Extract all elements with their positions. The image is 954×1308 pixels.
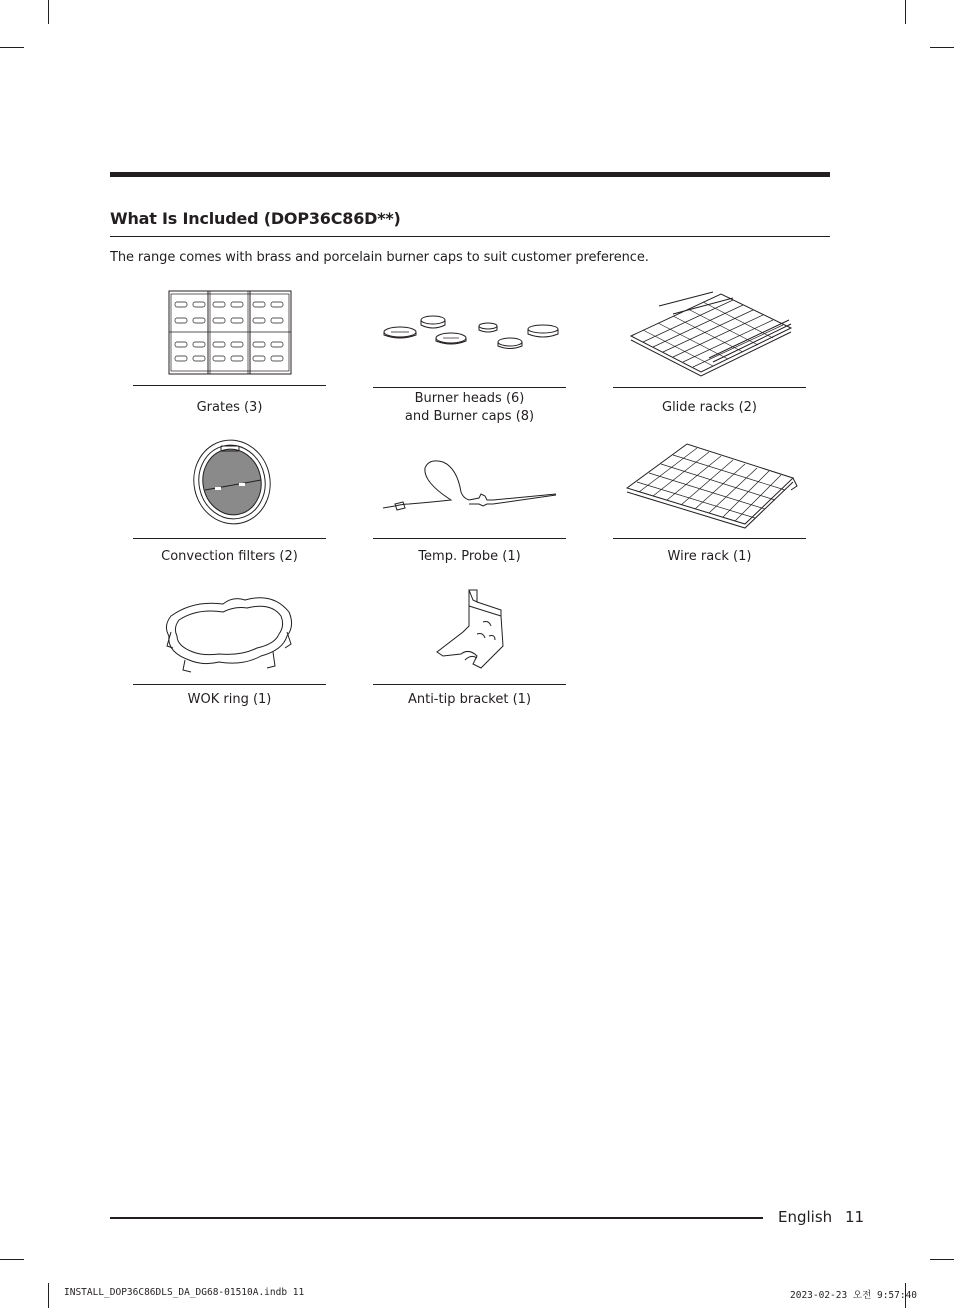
item-divider	[133, 684, 326, 685]
anti-tip-bracket-icon	[373, 586, 566, 678]
caption-line: and Burner caps (8)	[404, 409, 535, 424]
section-top-rule	[110, 172, 830, 177]
caption-line: Temp. Probe (1)	[418, 549, 521, 564]
item-caption	[373, 548, 566, 566]
convection-filter-icon	[133, 438, 326, 530]
caption-line: Wire rack (1)	[667, 549, 752, 564]
item-divider	[133, 385, 326, 386]
crop-mark	[0, 47, 24, 48]
wok-ring-icon	[133, 586, 326, 678]
item-caption	[613, 548, 806, 566]
caption-line: Burner heads (6)	[414, 391, 525, 406]
item-caption	[373, 691, 566, 709]
item-divider	[133, 538, 326, 539]
caption-line: Glide racks (2)	[662, 400, 757, 415]
footer-rule	[110, 1217, 763, 1219]
item-caption	[133, 691, 326, 709]
item-divider	[373, 684, 566, 685]
item-caption	[373, 390, 566, 426]
section-intro: The range comes with brass and porcelain burner caps to suit customer preference.	[110, 250, 649, 265]
print-slug-date: 2023-02-23 오전 9:57:40	[790, 1290, 918, 1301]
item-caption	[133, 548, 326, 566]
page-number: 11	[845, 1208, 865, 1226]
section-title: What Is Included (DOP36C86D**)	[110, 209, 401, 228]
crop-mark	[930, 1259, 954, 1260]
item-divider	[373, 387, 566, 388]
temp-probe-icon	[373, 438, 566, 530]
print-slug-file: INSTALL_DOP36C86DLS_DA_DG68-01510A.indb 11	[64, 1287, 305, 1298]
caption-line: WOK ring (1)	[187, 692, 272, 707]
crop-mark	[930, 47, 954, 48]
footer-language: English	[778, 1208, 833, 1226]
item-divider	[613, 387, 806, 388]
item-divider	[613, 538, 806, 539]
item-caption	[613, 399, 806, 417]
item-caption	[133, 399, 326, 417]
caption-line: Anti-tip bracket (1)	[407, 692, 532, 707]
caption-line: Grates (3)	[196, 400, 263, 415]
item-divider	[373, 538, 566, 539]
glide-racks-icon	[613, 288, 806, 380]
burner-heads-caps-icon	[373, 288, 566, 378]
crop-mark	[48, 0, 49, 24]
grates-icon	[133, 288, 326, 378]
title-underline	[110, 236, 830, 237]
crop-mark	[48, 1283, 49, 1308]
wire-rack-icon	[613, 438, 806, 530]
caption-line: Convection filters (2)	[161, 549, 298, 564]
crop-mark	[0, 1259, 24, 1260]
crop-mark	[905, 0, 906, 24]
